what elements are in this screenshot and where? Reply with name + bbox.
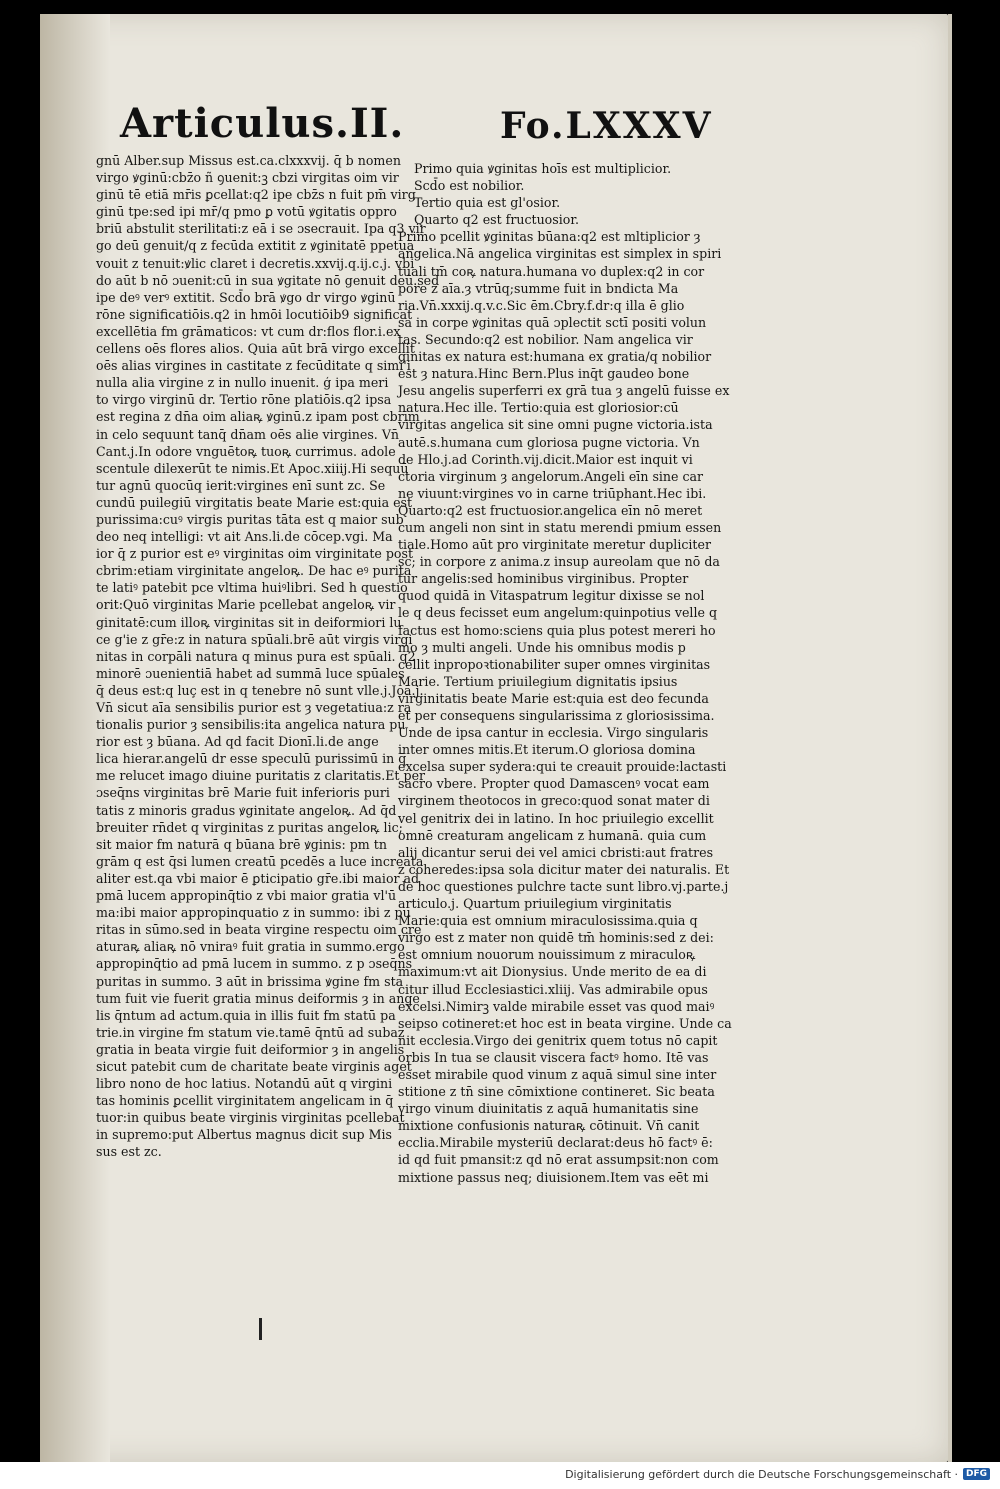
text-line: virginem theotocos in greco:quod sonat mater di [398, 793, 710, 809]
text-column-right [398, 160, 758, 1186]
text-line: trie.in virgine fm statum vie.tamē q̄ntū ad subaz [96, 1024, 405, 1040]
text-line: est ȝ natura.Hinc Bern.Plus inq̄t gaudeo bone [398, 366, 690, 382]
text-line: appropinq̄tio ad pmā lucem in summo. z p ɔseq̄ns [96, 956, 413, 972]
text-line: rōne significatiōis.q2 in hmōi locutiōib9 significat [96, 306, 413, 322]
text-line: excelsi.Nimirꝫ valde mirabile esset vas quod maiꝰ [398, 998, 715, 1014]
text-line: aliter est.qa vbi maior ē ꝑticipatio gr̄e.ibi maior ad [96, 870, 420, 886]
text-line: de hoc questiones pulchre tacte sunt libro.vj.parte.j [398, 878, 729, 894]
text-line: est omnium nouorum nouissimum z miraculoꝶ [398, 947, 696, 963]
text-line: z coheredes:ipsa sola dicitur mater dei naturalis. Et [398, 861, 730, 877]
text-line: purissima:cuꝰ virgis puritas tāta est q maior sub [96, 511, 404, 527]
text-line: excellētia fm grāmaticos: vt cum dr:flos flor.i.ex [96, 323, 401, 339]
text-line: cbrim:etiam virginitate angeloꝶ. De hac eꝰ purita [96, 563, 412, 579]
text-line: orit:Quō virginitas Marie pcellebat angeloꝶ vir [96, 597, 396, 613]
text-line: ma:ibi maior appropinquatio z in summo: ibi z pu [96, 905, 411, 921]
text-line: quod quidā in Vitaspatrum legitur dixisse se nol [398, 588, 705, 604]
text-line: minorē ɔuenientiā habet ad summā luce spūales [96, 665, 405, 681]
text-line: Scd̄o est nobilior. [414, 178, 525, 194]
text-line: esset mirabile quod vinum z aquā simul sine inter [398, 1066, 717, 1082]
text-line: angelica.Nā angelica virginitas est simplex in spiri [398, 246, 722, 262]
text-line: sicut patebit cum de charitate beate virginis aget [96, 1058, 412, 1074]
text-line: Cant.j.In odore vnguētoꝶ tuoꝶ currimus. adole [96, 443, 396, 459]
text-line: Vn̄ sicut aīa sensibilis purior est ȝ vegetatiua:z ra [96, 700, 412, 715]
text-line: articulo.j. Quartum priuilegium virginitatis [398, 896, 672, 912]
text-line: tatis z minoris gradus ꝟginitate angeloꝶ. Ad q̄d [96, 802, 397, 818]
text-line: ne viuunt:virgines vo in carne triūphant.Hec ibi. [398, 485, 707, 501]
text-line: Tertio quia est gl'osior. [414, 195, 561, 211]
text-line: ria.Vn̄.xxxij.q.v.c.Sic ēm.Cbry.f.dr:q illa ē glio [398, 297, 685, 313]
text-line: lis q̄ntum ad actum.quia in illis fuit fm statū pa [96, 1007, 396, 1023]
text-line: Quarto q2 est fructuosior. [414, 212, 579, 228]
text-line: libro nono de hoc latius. Notandū aūt q virgini [96, 1076, 393, 1092]
text-line: ritas in sūmo.sed in beata virgine respectu oim cre [96, 922, 422, 938]
text-line: tum fuit vie fuerit gratia minus deiformis ȝ in ange [96, 990, 420, 1006]
text-line: lica hierar.angelū dr esse speculū purissimū in q̄ [96, 751, 407, 767]
text-line: virginitatis beate Marie est:quia est deo fecunda [398, 690, 709, 706]
text-line: Marie:quia est omnium miraculosissima.quia q [398, 913, 698, 929]
text-line: omnē creaturam angelicam z humanā. quia cum [398, 827, 707, 843]
footer-bar [0, 1462, 1000, 1489]
text-line: sc; in corpore z anima.z insup aureolam que nō da [398, 554, 720, 570]
text-line: sit maior fm naturā q būana brē ꝟginis: pm tn [96, 836, 387, 852]
text-line: Jesu angelis superferri ex grā tua ȝ angelū fuisse ex [398, 383, 730, 399]
text-line: ctoria virginum ȝ angelorum.Angeli eīn sine car [398, 468, 704, 484]
text-line: briū abstulit sterilitati:z eā i se ɔsecrauit. Ipa q3 vir [96, 221, 426, 237]
page-edge [948, 14, 952, 1462]
text-line: virgo ꝟginū:cbz̄o ñ ꝯuenit:ꝫ cbzi virgitas oim vir [96, 170, 399, 186]
text-line: in celo sequunt tanq̄ dn̄am oēs alie virgines. Vn̄ [96, 426, 400, 442]
text-line: nitas in corpāli natura q minus pura est spūali. q2 [96, 648, 416, 664]
text-line: tas. Secundo:q2 est nobilior. Nam angelica vir [398, 331, 693, 347]
text-line: vouit z tenuit:ꝟlic claret i decretis.xxvij.q.ij.c.j. vbi [96, 255, 415, 271]
text-line: grām q est q̄si lumen creatū pcedēs a luce increata [96, 853, 424, 869]
text-line: Primo pcellit ꝟginitas būana:q2 est mltiplicior ȝ [398, 229, 701, 245]
text-line: ginū tpe:sed ipi mr̄/q pmo ꝑ votū ꝟgitatis oppro [96, 204, 397, 220]
text-line: Quarto:q2 est fructuosior.angelica eīn nō meret [398, 502, 703, 518]
text-line: gratia in beata virgie fuit deiformior ȝ in angelis [96, 1041, 405, 1057]
text-line: puritas in summo. Ꝫ aūt in brissima ꝟgine fm sta [96, 973, 404, 989]
text-line: Unde de ipsa cantur in ecclesia. Virgo singularis [398, 725, 709, 741]
text-line: pore z aīa.ȝ vtrūq;summe fuit in bndicta Ma [398, 280, 679, 296]
text-line: de Hlo.j.ad Corinth.vij.dicit.Maior est inquit vi [398, 451, 693, 467]
text-line: ior q̄ z purior est eꝰ virginitas oim virginitate post [96, 546, 414, 562]
text-line: sacro vbere. Propter quod Damascenꝰ vocat eam [398, 776, 710, 792]
text-line: rior est ȝ būana. Ad qd facit Dionī.li.de ange [96, 734, 379, 750]
text-line: tuali tm̄ coꝶ natura.humana vo duplex:q2 in cor [398, 263, 705, 279]
text-line: citur illud Ecclesiastici.xliij. Vas admirabile opus [398, 981, 708, 997]
text-line: go deū genuit/q z fecūda extitit z ꝟginitatē ppetuā [96, 238, 415, 254]
dfg-logo: DFG [963, 1468, 990, 1480]
text-line: tas hominis ꝑcellit virginitatem angelicam in q̄ [96, 1093, 394, 1109]
folio-number: Fo.LXXXV [500, 105, 713, 147]
text-line: ce g'ie z gr̄e:z in natura spūali.brē aūt virgis virgi [96, 631, 413, 647]
text-line: virgitas angelica sit sine omni pugne victoria.ista [398, 417, 713, 433]
text-column-left [96, 152, 440, 1161]
text-line: sus est zc. [96, 1144, 162, 1160]
text-line: maximum:vt ait Dionysius. Unde merito de ea di [398, 964, 707, 980]
text-line: id qd fuit pmansit:z qd nō erat assumpsit:non com [398, 1152, 719, 1168]
running-head-article: Articulus.II. [120, 100, 405, 147]
text-line: oēs alias virgines in castitate z fecūditate q simi'i [96, 358, 411, 374]
text-line: virgo vinum diuinitatis z aquā humanitatis sine [398, 1101, 699, 1117]
text-line: et per consequens singularissima z gloriosissima. [398, 708, 715, 723]
text-line: stitione z tn̄ sine cōmixtione contineret. Sic beata [398, 1084, 715, 1100]
text-line: tuor:in quibus beate virginis virginitas pcellebat [96, 1110, 405, 1126]
text-line: ecclia.Mirabile mysteriū declarat:deus hō factꝰ ē: [398, 1135, 713, 1151]
text-line: gnū Alber.sup Missus est.ca.clxxxvij. q̄ b nomen [96, 153, 401, 168]
text-line: vel genitrix dei in latino. In hoc priuilegio excellit [398, 810, 714, 826]
text-line: ginū tē etiā mr̄is ꝑcellat:q2 ipe cbz̄s n fuit pm̄ virg [96, 187, 416, 203]
text-line: factus est homo:sciens quia plus potest mereri ho [398, 622, 716, 638]
text-line: aturaꝶ aliaꝶ nō vniraꝰ fuit gratia in summo.ergo [96, 939, 405, 955]
text-line: deo neq intelligi: vt ait Ans.li.de cōcep.vgi. Ma [96, 529, 393, 545]
text-line: tur agnū quocūq ierit:virgines enī sunt zc. Se [96, 477, 386, 493]
text-line: est regina z dn̄a oim aliaꝶ ꝟginū.z ipam post cbri̅m [96, 409, 420, 425]
text-line: to virgo virginū dr. Tertio rōne platiōis.q2 ipsa [96, 392, 392, 408]
text-line: nulla alia virgine z in nullo inuenit. ģ ipa meri [96, 375, 389, 391]
text-line: excelsa super sydera:qui te creauit prouide:lactasti [398, 759, 727, 775]
text-line: autē.s.humana cum gloriosa pugne victoria. Vn [398, 434, 700, 450]
text-line: virgo est z mater non quidē tm̄ hominis:sed z dei: [398, 930, 714, 946]
funding-credit: Digitalisierung gefördert durch die Deutsche Forschungsgemeinschaft · [565, 1468, 958, 1481]
text-line: me relucet imago diuine puritatis z claritatis.Et per [96, 768, 426, 784]
text-line: in supremo:put Albertus magnus dicit sup Mis [96, 1127, 393, 1143]
text-line: te latiꝰ patebit pce vltima huiꝰlibri. Sed h questio [96, 580, 408, 596]
text-line: cundū puilegiū virgitatis beate Marie est:quia est [96, 494, 413, 510]
text-line: ginitas ex natura est:humana ex gratia/q nobilior [398, 349, 712, 365]
text-line: Primo quia ꝟginitas hoīs est multiplicior. [414, 161, 672, 176]
text-line: sa in corpe ꝟginitas quā ɔplectit sctī positi volun [398, 314, 707, 330]
text-line: pmā lucem appropinq̄tio z vbi maior gratia vl'ū [96, 888, 397, 904]
text-line: mixtione confusionis naturaꝶ cōtinuit. Vn̄ canit [398, 1118, 700, 1134]
text-line: cum angeli non sint in statu merendi pmium essen [398, 519, 722, 535]
text-line: Marie. Tertium priuilegium dignitatis ipsius [398, 673, 678, 689]
text-line: orbis In tua se clausit viscera factꝰ homo. Itē vas [398, 1049, 709, 1065]
text-line: cellit inpropoꝛtionabiliter super omnes virginitas [398, 656, 711, 672]
text-line: seipso cotineret:et hoc est in beata virgine. Unde ca [398, 1015, 732, 1031]
ink-mark [259, 1318, 262, 1340]
text-line: tur angelis:sed hominibus virginibus. Propter [398, 571, 689, 587]
text-line: le q deus fecisset eum angelum:quinpotius velle q [398, 605, 718, 621]
text-line: ɔseq̄ns virginitas brē Marie fuit inferioris puri [96, 785, 390, 801]
text-line: mixtione passus neq; diuisionem.Item vas eēt mi [398, 1169, 709, 1185]
text-line: ginitatē:cum illoꝶ virginitas sit in deiformiori lu [96, 614, 402, 630]
text-line: cellens oēs flores alios. Quia aūt brā virgo excellit [96, 341, 415, 357]
text-line: natura.Hec ille. Tertio:quia est gloriosior:cū [398, 400, 679, 416]
text-line: q̄ deus est:q luç est in q tenebre nō sunt vlle.j.Joā.j. [96, 682, 424, 698]
text-line: mo ȝ multi angeli. Unde his omnibus modis p [398, 639, 686, 655]
text-line: tiale.Homo aūt pro virginitate meretur dupliciter [398, 537, 711, 553]
text-line: inter omnes mitis.Et iterum.O gloriosa domina [398, 742, 696, 758]
text-line: tionalis purior ȝ sensibilis:ita angelica natura pu [96, 717, 406, 733]
text-line: do aūt b nō ɔuenit:cū in sua ꝟgitate nō genuit deū.sed [96, 272, 440, 288]
text-line: nit ecclesia.Virgo dei genitrix quem totus nō capit [398, 1032, 718, 1048]
text-line: alij dicantur serui dei vel amici cbristi:aut fratres [398, 844, 714, 860]
text-line: ipe deꝰ verꝰ extitit. Scd̄o brā ꝟgo dr virgo ꝟginū [96, 289, 396, 305]
text-line: scentule dilexerūt te nimis.Et Apoc.xiiij.Hi sequū [96, 460, 409, 476]
text-line: breuiter rn̄det q virginitas z puritas angeloꝶ lic; [96, 819, 403, 835]
